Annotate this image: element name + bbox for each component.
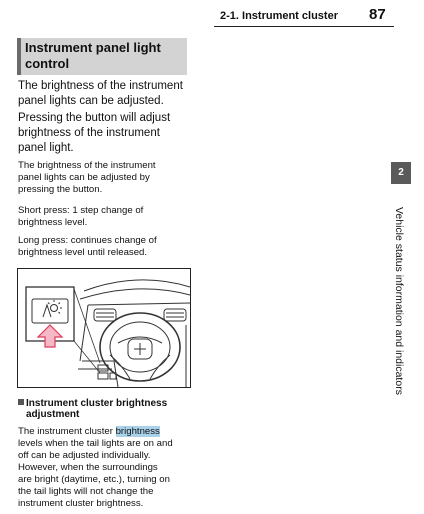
header-rule	[214, 26, 394, 27]
text-line: panel lights can be adjusted.	[18, 95, 164, 107]
chapter-tab: 2	[391, 162, 411, 184]
square-bullet-icon	[18, 399, 24, 405]
subsection-heading	[18, 398, 190, 420]
instruction-paragraph	[18, 111, 190, 156]
section-title	[17, 38, 187, 75]
dashboard-drawing	[18, 269, 191, 388]
section-title-line: Instrument panel light	[25, 40, 161, 55]
dashboard-illustration	[17, 268, 191, 388]
text-line: pressing the button.	[18, 184, 103, 195]
text-line: levels when the tail lights are on and	[18, 438, 173, 449]
text-line: Short press: 1 step change of	[18, 205, 144, 216]
text-line: The brightness of the instrument	[18, 160, 156, 171]
page-number: 87	[369, 6, 386, 23]
text-line: panel light.	[18, 142, 74, 154]
text-line: brightness of the instrument	[18, 127, 160, 139]
subsection-title-line: Instrument cluster brightness	[26, 398, 168, 409]
highlighted-word: brightness	[115, 426, 160, 437]
text-line: the tail lights will not change the	[18, 486, 154, 497]
text-line: The brightness of the instrument	[18, 80, 183, 92]
short-press-note	[18, 205, 190, 229]
text-span: The instrument cluster	[18, 426, 116, 437]
text-line: off can be adjusted individually.	[18, 450, 151, 461]
text-line	[18, 426, 190, 438]
chapter-label: Vehicle status information and indicators	[393, 207, 405, 395]
text-line: Long press: continues change of	[18, 235, 157, 246]
detail-note	[18, 160, 190, 196]
text-line: are bright (daytime, etc.), turning on	[18, 474, 170, 485]
text-line: panel lights can be adjusted by	[18, 172, 150, 183]
text-line: However, when the surroundings	[18, 462, 158, 473]
section-title-line: control	[25, 56, 70, 71]
intro-paragraph	[18, 79, 190, 109]
text-line: instrument cluster brightness.	[18, 498, 144, 509]
subsection-body	[18, 426, 190, 510]
text-line: Pressing the button will adjust	[18, 112, 171, 124]
text-line: brightness level until released.	[18, 247, 148, 258]
long-press-note	[18, 235, 190, 259]
running-header-title: 2-1. Instrument cluster	[220, 10, 338, 22]
text-line: brightness level.	[18, 217, 88, 228]
subsection-title-line: adjustment	[26, 409, 80, 420]
